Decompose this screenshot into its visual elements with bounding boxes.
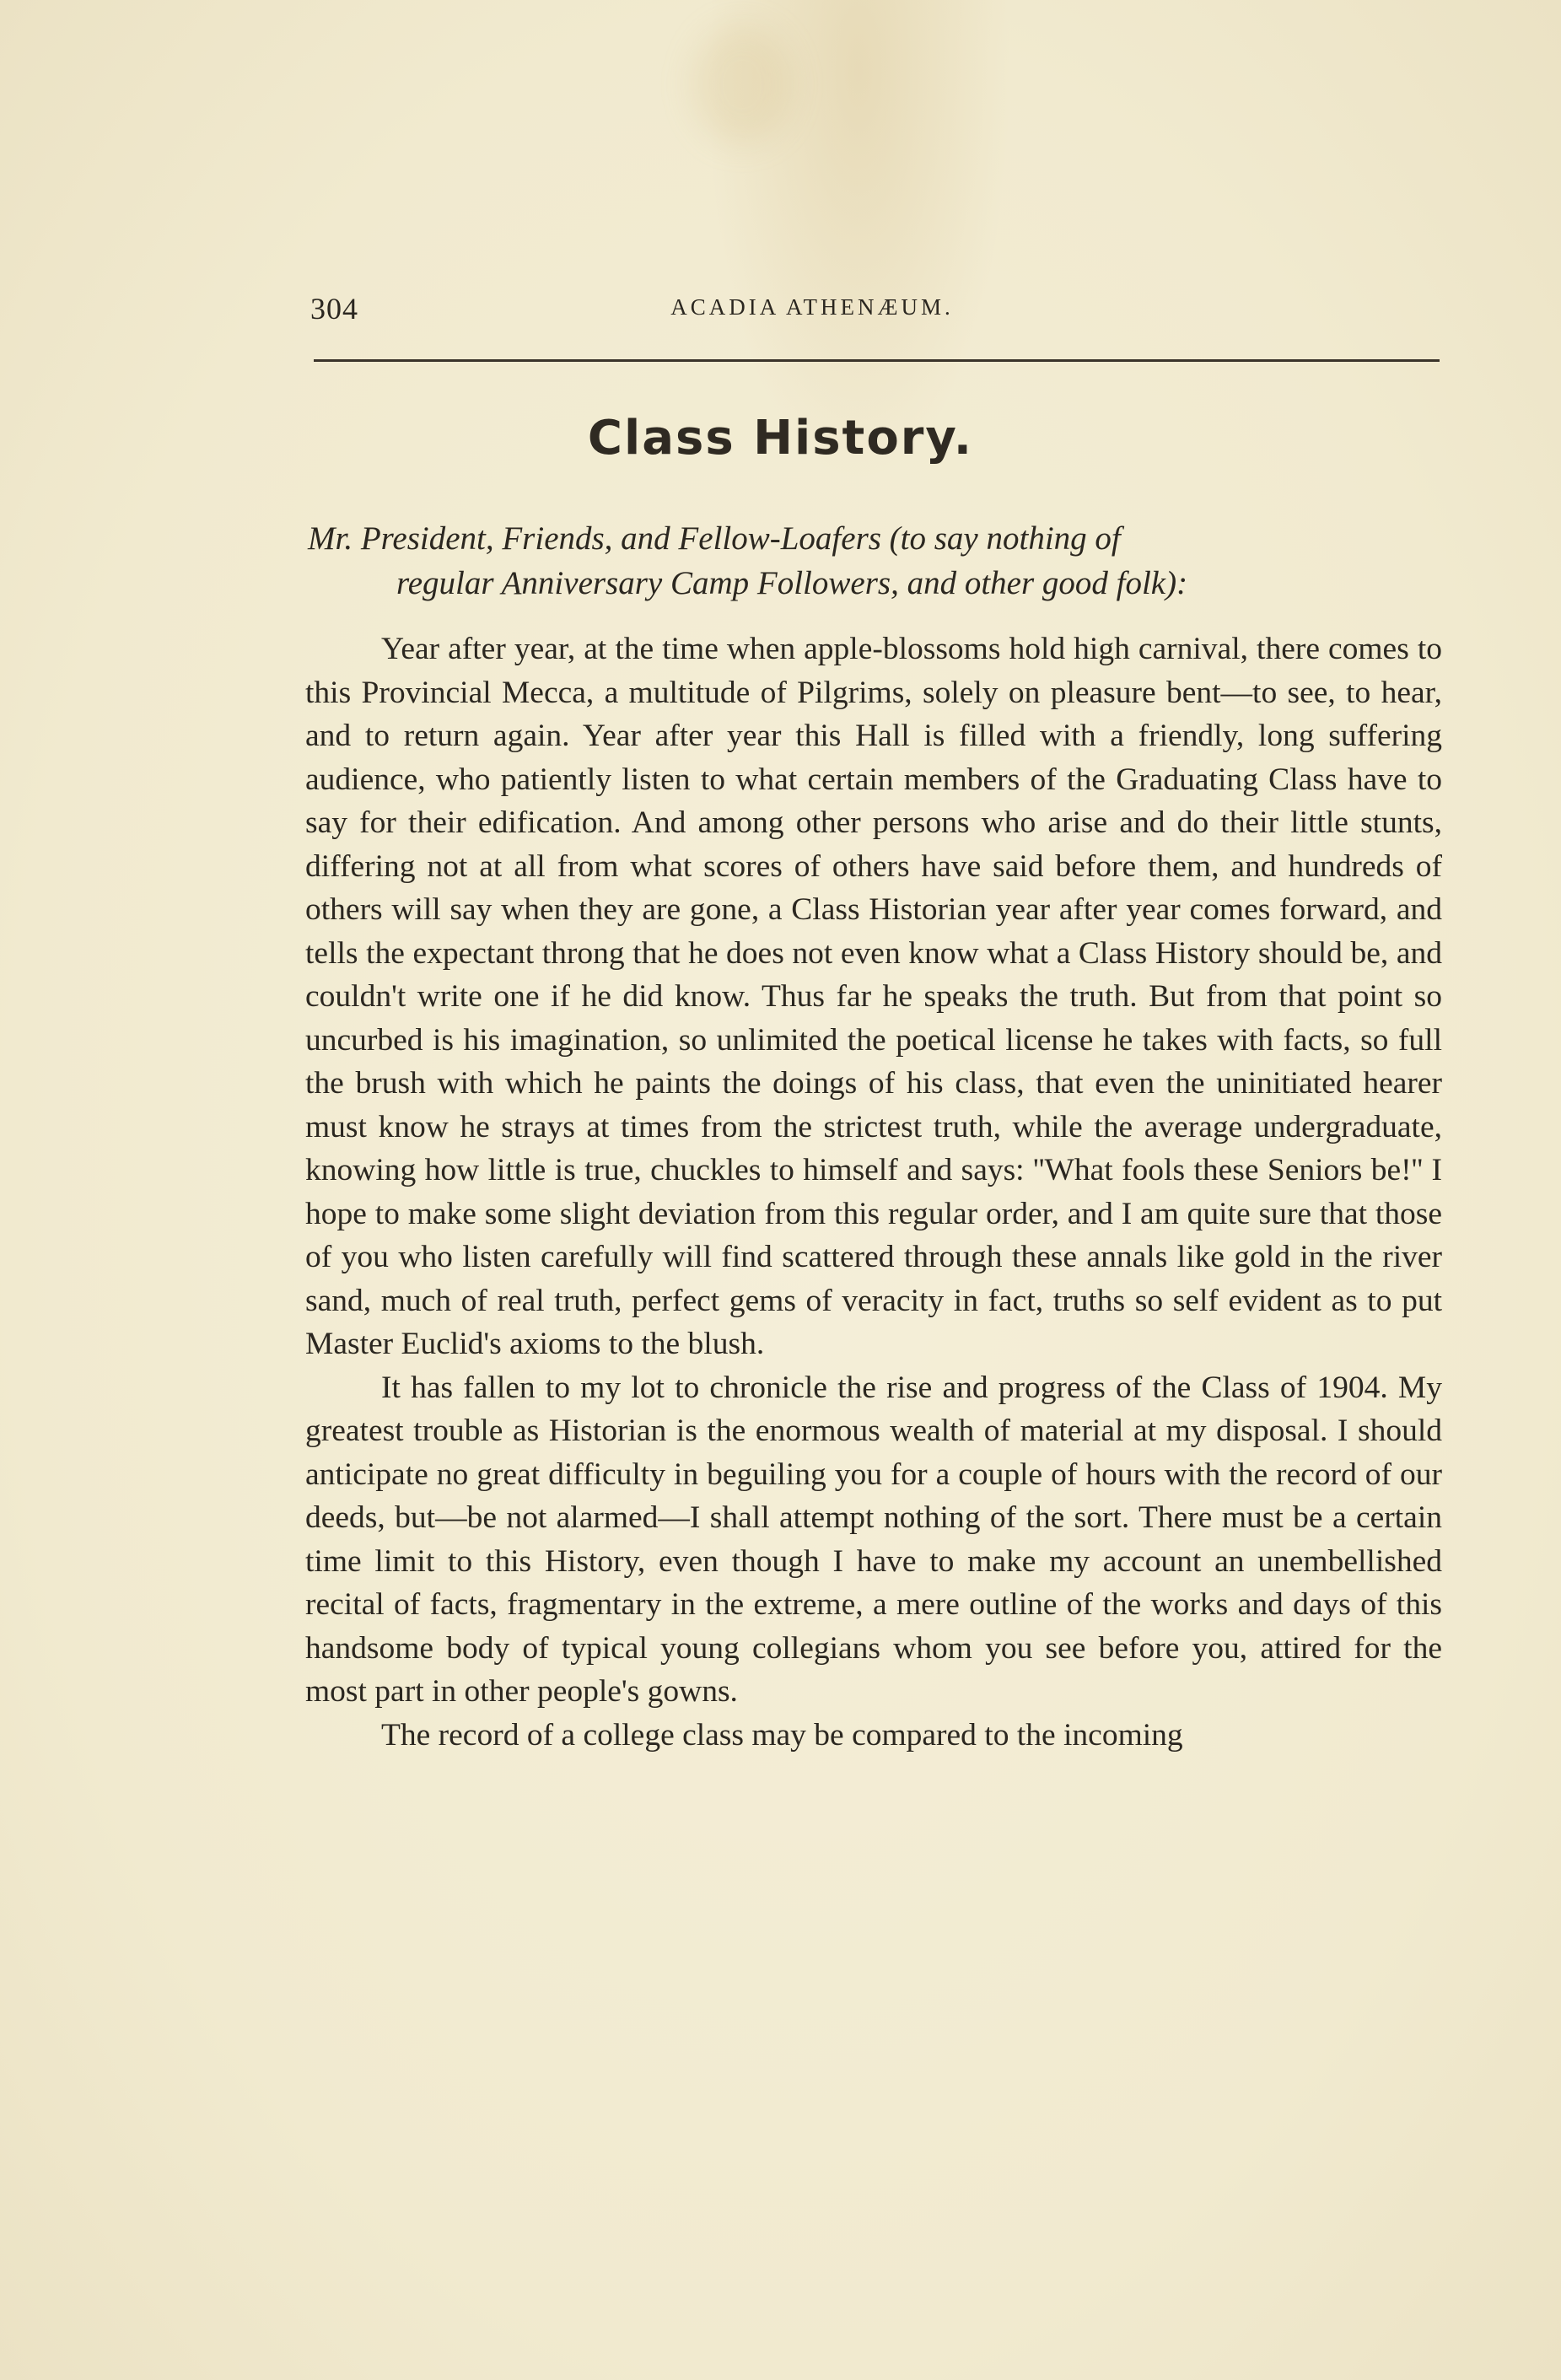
paragraph-1: Year after year, at the time when apple-blossoms hold high carnival, there comes to this Provincial Mecca, a multitude of Pilgrims, solely on pleasure bent—to see, to hear, and to return again. Year after year this Hall is filled with a friendly, long suffering audience, who patiently listen to what certain members of the Graduating Class have to say for their edification. And among other persons who arise and do their little stunts, differing not at all from what scores of others have said before them, and hundreds of others will say when they are gone, a Class Historian year after year comes forward, and tells the expectant throng that he does not even know what a Class History should be, and couldn't write one if he did know. Thus far he speaks the truth. But from that point so uncurbed is his imagination, so unlimited the poetical license he takes with facts, so full the brush with which he paints the doings of his class, that even the uninitiated hearer must know he strays at times from the strictest truth, while the average undergraduate, knowing how little is true, chuckles to himself and says: ''What fools these Seniors be!'' I hope to make some slight deviation from this regular order, and I am quite sure that those of you who listen carefully will find scattered through these annals like gold in the river sand, much of real truth, perfect gems of veracity in fact, truths so self evident as to put Master Euclid's axioms to the blush.: [305, 632, 1442, 1361]
article-body: [305, 627, 1442, 1757]
page-header: [310, 291, 1440, 333]
article-title: Class History.: [587, 411, 974, 466]
paper-stain: [692, 25, 793, 143]
header-rule: [314, 359, 1440, 362]
paragraph-2: It has fallen to my lot to chronicle the rise and progress of the Class of 1904. My greatest trouble as Historian is the enormous wealth of material at my disposal. I should anticipate no great difficulty in beguiling you for a couple of hours with the record of our deeds, but—be not alarmed—I shall attempt nothing of the sort. There must be a certain time limit to this History, even though I have to make my account an unembellished recital of facts, fragmentary in the extreme, a mere outline of the works and days of this handsome body of typical young collegians whom you see before you, attired for the most part in other people's gowns.: [305, 1370, 1442, 1709]
salutation-line-1: Mr. President, Friends, and Fellow-Loafers (to say nothing of: [308, 520, 1121, 557]
page-number: 304: [310, 292, 358, 326]
salutation: [308, 516, 1438, 606]
paragraph-3: The record of a college class may be compared to the incoming: [381, 1717, 1183, 1753]
running-head: ACADIA ATHENÆUM.: [670, 294, 954, 320]
salutation-line-2: regular Anniversary Camp Followers, and other good folk):: [396, 565, 1188, 601]
